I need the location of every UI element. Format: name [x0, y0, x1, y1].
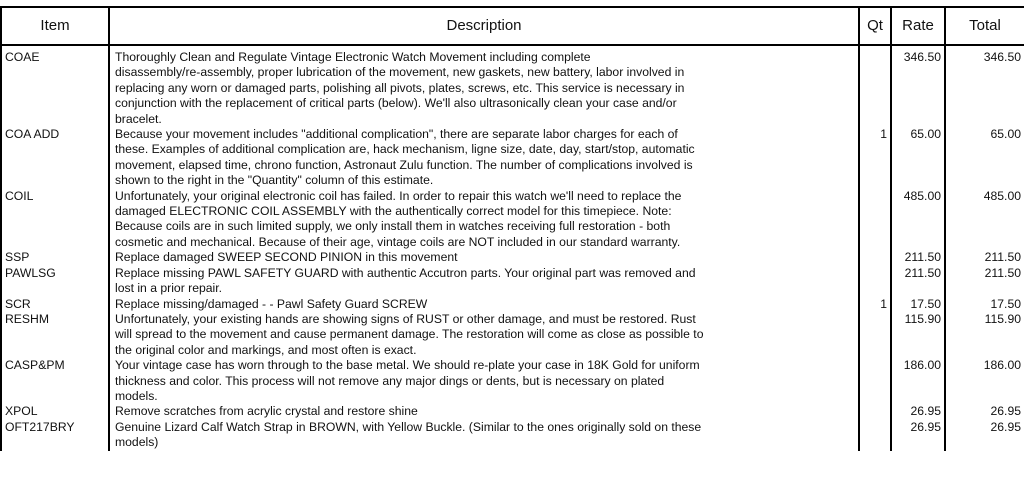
- item-rate: 485.00: [891, 189, 945, 251]
- item-code: RESHM: [1, 312, 109, 358]
- item-total: 346.50: [945, 45, 1024, 127]
- item-code: COA ADD: [1, 127, 109, 189]
- table-row: [1, 420, 1024, 451]
- table-row: [1, 45, 1024, 127]
- item-description: Genuine Lizard Calf Watch Strap in BROWN, with Yellow Buckle. (Similar to the ones originally sold on these models): [109, 420, 859, 451]
- header-description: Description: [109, 7, 859, 45]
- header-row: [1, 7, 1024, 45]
- item-total: 485.00: [945, 189, 1024, 251]
- item-qty: 1: [859, 297, 891, 312]
- item-rate: 346.50: [891, 45, 945, 127]
- header-qty: Qt: [859, 7, 891, 45]
- table-row: [1, 312, 1024, 358]
- item-total: 65.00: [945, 127, 1024, 189]
- header-item: Item: [1, 7, 109, 45]
- item-qty: [859, 358, 891, 404]
- item-total: 26.95: [945, 420, 1024, 451]
- item-total: 26.95: [945, 404, 1024, 419]
- item-qty: [859, 312, 891, 358]
- item-rate: 211.50: [891, 250, 945, 265]
- item-description: Thoroughly Clean and Regulate Vintage Electronic Watch Movement including complete disassembly/re-assembly, proper lubrication of the movement, new gaskets, new battery, labor involved in replacing any worn or damaged parts, polishing all pivots, plates, screws, etc. This service is necessary in conjunction with the replacement of critical parts (below). We'll also ultrasonically clean your case and/or bracelet.: [109, 45, 859, 127]
- item-qty: [859, 404, 891, 419]
- item-total: 211.50: [945, 250, 1024, 265]
- item-code: COIL: [1, 189, 109, 251]
- item-qty: [859, 250, 891, 265]
- item-rate: 17.50: [891, 297, 945, 312]
- table-row: [1, 358, 1024, 404]
- table-row: [1, 297, 1024, 312]
- item-code: XPOL: [1, 404, 109, 419]
- item-code: COAE: [1, 45, 109, 127]
- item-description: Remove scratches from acrylic crystal and restore shine: [109, 404, 859, 419]
- table-row: [1, 127, 1024, 189]
- item-description: Unfortunately, your existing hands are showing signs of RUST or other damage, and must be restored. Rust will spread to the movement and cause permanent damage. The restoration will come as close as possible to the original color and markings, and most often is exact.: [109, 312, 859, 358]
- item-code: PAWLSG: [1, 266, 109, 297]
- item-description: Because your movement includes "additional complication", there are separate labor charges for each of these. Examples of additional complication are, hack mechanism, ligne size, date, day, start/stop, automatic movement, elapsed time, chrono function, Astronaut Zulu function. The number of complications involved is shown to the right in the "Quantity" column of this estimate.: [109, 127, 859, 189]
- item-code: OFT217BRY: [1, 420, 109, 451]
- item-total: 211.50: [945, 266, 1024, 297]
- table-row: [1, 404, 1024, 419]
- item-description: Replace missing PAWL SAFETY GUARD with authentic Accutron parts. Your original part was removed and lost in a prior repair.: [109, 266, 859, 297]
- item-qty: [859, 420, 891, 451]
- item-description: Unfortunately, your original electronic coil has failed. In order to repair this watch we'll need to replace the damaged ELECTRONIC COIL ASSEMBLY with the authentically correct model for this timepiece. Note: Because coils are in such limited supply, we only install them in watches receiving full restoration - both cosmetic and mechanical. Because of their age, vintage coils are NOT included in our standard warranty.: [109, 189, 859, 251]
- item-qty: [859, 189, 891, 251]
- item-qty: [859, 45, 891, 127]
- item-rate: 211.50: [891, 266, 945, 297]
- item-total: 17.50: [945, 297, 1024, 312]
- estimate-table: [0, 6, 1024, 451]
- item-qty: [859, 266, 891, 297]
- item-qty: 1: [859, 127, 891, 189]
- item-description: Your vintage case has worn through to the base metal. We should re-plate your case in 18K Gold for uniform thickness and color. This process will not remove any major dings or dents, but is necessary on plated models.: [109, 358, 859, 404]
- item-rate: 26.95: [891, 420, 945, 451]
- item-code: SCR: [1, 297, 109, 312]
- table-row: [1, 189, 1024, 251]
- table-row: [1, 266, 1024, 297]
- header-total: Total: [945, 7, 1024, 45]
- item-rate: 26.95: [891, 404, 945, 419]
- item-description: Replace damaged SWEEP SECOND PINION in this movement: [109, 250, 859, 265]
- item-total: 115.90: [945, 312, 1024, 358]
- item-rate: 115.90: [891, 312, 945, 358]
- item-description: Replace missing/damaged - - Pawl Safety Guard SCREW: [109, 297, 859, 312]
- item-code: SSP: [1, 250, 109, 265]
- header-rate: Rate: [891, 7, 945, 45]
- table-row: [1, 250, 1024, 265]
- item-rate: 186.00: [891, 358, 945, 404]
- item-code: CASP&PM: [1, 358, 109, 404]
- item-rate: 65.00: [891, 127, 945, 189]
- item-total: 186.00: [945, 358, 1024, 404]
